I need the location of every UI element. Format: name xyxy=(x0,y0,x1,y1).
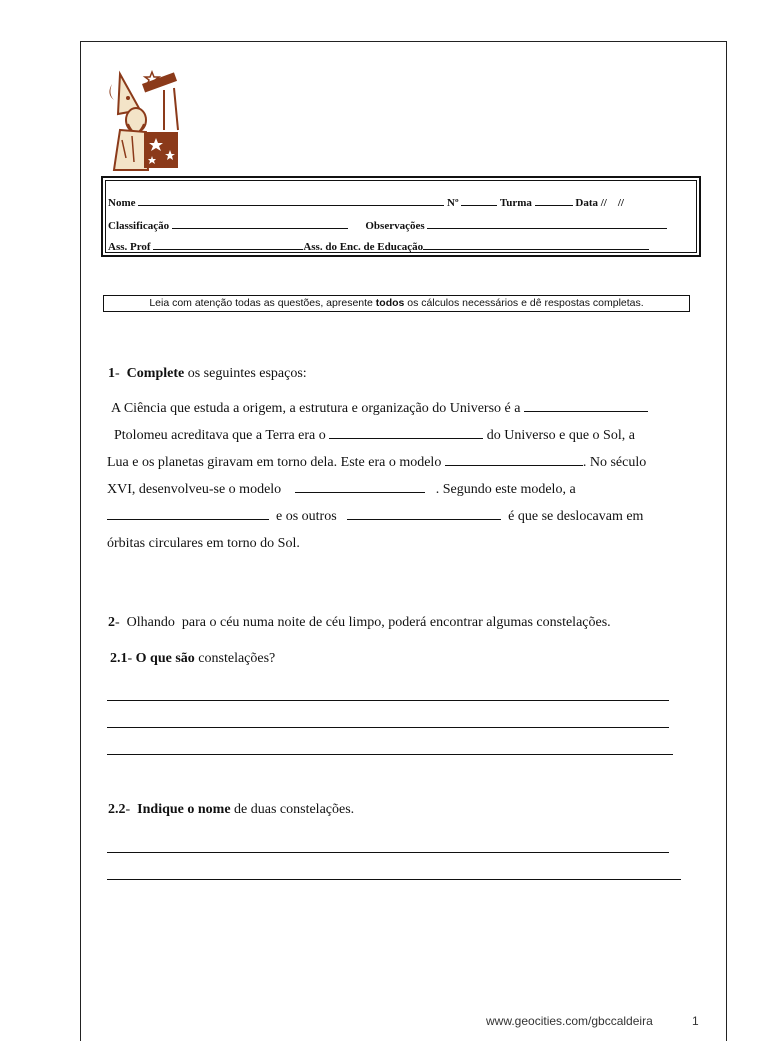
q1-blank-6[interactable] xyxy=(347,510,501,520)
ass-enc-field[interactable] xyxy=(423,240,649,250)
answer-line-2-2-a[interactable] xyxy=(107,852,669,853)
classificacao-label: Classificação xyxy=(108,220,170,232)
answer-line-2-1-c[interactable] xyxy=(107,754,673,755)
q21-dash: - xyxy=(127,651,133,666)
q1-p5b: é que se deslocavam em xyxy=(508,509,644,524)
footer-url[interactable]: www.geocities.com/gbccaldeira xyxy=(486,1014,653,1028)
q1-p3a: Lua e os planetas giravam em torno dela. Este era o modelo xyxy=(107,455,442,470)
turma-field[interactable] xyxy=(535,196,573,206)
nome-field[interactable] xyxy=(138,196,444,206)
q2-text: Olhando para o céu numa noite de céu limpo, poderá encontrar algumas constelações. xyxy=(119,615,611,630)
q1-blank-1[interactable] xyxy=(524,402,648,412)
q22-dash: - xyxy=(125,802,131,817)
wizard-astronomer-logo xyxy=(104,70,184,174)
q1-line-6 xyxy=(107,536,300,552)
q1-p1: A Ciência que estuda a origem, a estrutura e organização do Universo é a xyxy=(111,401,521,416)
q1-blank-4[interactable] xyxy=(295,483,425,493)
q1-number: 1 xyxy=(108,366,115,381)
q22-keyword: Indique o nome xyxy=(130,802,231,817)
q22-rest: de duas constelações. xyxy=(230,802,355,817)
q1-p4a: XVI, desenvolveu-se o modelo xyxy=(107,482,282,497)
student-info-box xyxy=(101,176,701,257)
q1-p4b: . Segundo este modelo, a xyxy=(435,482,576,497)
ass-prof-label: Ass. Prof xyxy=(108,241,151,253)
instruction-text-before: Leia com atenção todas as questões, apresente xyxy=(149,297,376,309)
instruction-bold: todos xyxy=(375,297,405,309)
numero-label: Nº xyxy=(447,197,459,209)
page-number: 1 xyxy=(692,1014,699,1028)
nome-label: Nome xyxy=(108,197,136,209)
question-1-heading xyxy=(108,366,307,382)
turma-label: Turma xyxy=(499,197,532,209)
q1-line-5 xyxy=(107,509,643,525)
q21-keyword: O que são xyxy=(132,651,195,666)
q1-dash: - xyxy=(115,366,120,381)
q2-dash: - xyxy=(115,615,120,630)
q1-blank-3[interactable] xyxy=(445,456,583,466)
info-row-2 xyxy=(108,219,667,232)
classificacao-field[interactable] xyxy=(172,219,348,229)
numero-field[interactable] xyxy=(461,196,497,206)
q1-line-4 xyxy=(107,482,576,498)
q21-number: 2.1 xyxy=(110,651,128,666)
q1-p3b: . No século xyxy=(582,455,647,470)
q1-keyword: Complete xyxy=(126,366,185,381)
ass-enc-label: Ass. do Enc. de Educação xyxy=(303,241,424,253)
q1-blank-2[interactable] xyxy=(329,429,483,439)
data-label: Data xyxy=(575,197,598,209)
observacoes-label: Observações xyxy=(365,220,425,232)
q21-rest: constelações? xyxy=(194,651,276,666)
q1-line-1 xyxy=(111,401,648,417)
q1-rest: os seguintes espaços: xyxy=(184,366,307,381)
q1-line-2 xyxy=(114,428,635,444)
q22-number: 2.2 xyxy=(108,802,126,817)
q1-p2a: Ptolomeu acreditava que a Terra era o xyxy=(114,428,326,443)
question-2-heading xyxy=(108,615,611,631)
q1-p6: órbitas circulares em torno do Sol. xyxy=(107,536,300,551)
q1-blank-5[interactable] xyxy=(107,510,269,520)
q1-p5a: e os outros xyxy=(276,509,337,524)
question-2-2-heading xyxy=(108,802,354,818)
ass-prof-field[interactable] xyxy=(153,240,303,250)
answer-line-2-2-b[interactable] xyxy=(107,879,681,880)
instruction-box xyxy=(103,295,690,312)
q2-number: 2 xyxy=(108,615,115,630)
answer-line-2-1-a[interactable] xyxy=(107,700,669,701)
observacoes-field[interactable] xyxy=(427,219,667,229)
answer-line-2-1-b[interactable] xyxy=(107,727,669,728)
info-row-1 xyxy=(108,196,624,209)
info-row-3 xyxy=(108,240,649,253)
q1-p2b: do Universo e que o Sol, a xyxy=(486,428,635,443)
q1-line-3 xyxy=(107,455,646,471)
instruction-text-after: os cálculos necessários e dê respostas completas. xyxy=(404,297,644,309)
question-2-1-heading xyxy=(110,651,275,667)
data-field[interactable]: // // xyxy=(600,197,624,209)
